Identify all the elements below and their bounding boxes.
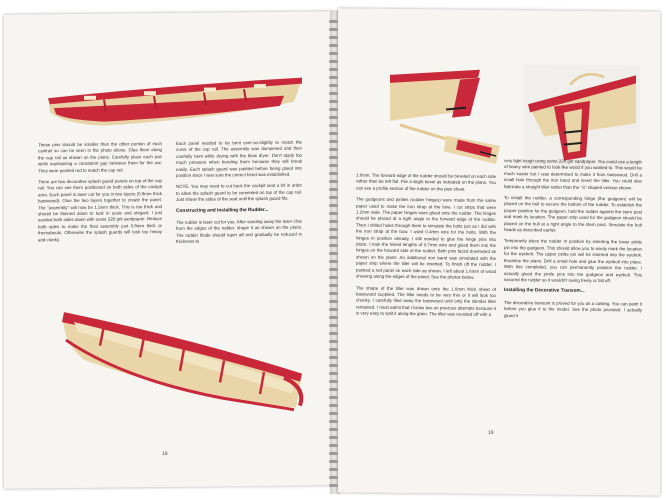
binding-coil bbox=[329, 52, 338, 55]
binding-coil bbox=[329, 268, 338, 271]
paragraph: The decorative transom is proved for you as a casting. You can paint it before you glue it to the model. See the photo provided. I actually glued it bbox=[504, 299, 642, 318]
left-column-2 bbox=[176, 140, 302, 251]
binding-coil bbox=[329, 36, 338, 39]
binding-coil bbox=[329, 444, 338, 447]
binding-coil bbox=[329, 84, 338, 87]
binding-coil bbox=[329, 412, 338, 415]
binding-coil bbox=[329, 476, 338, 479]
binding-coil bbox=[329, 116, 338, 119]
binding-coil bbox=[329, 420, 338, 423]
binding-coil bbox=[329, 236, 338, 239]
right-page bbox=[338, 8, 660, 495]
binding-coil bbox=[329, 428, 338, 431]
page-number: 18 bbox=[162, 450, 168, 458]
binding-coil bbox=[329, 220, 338, 223]
paragraph: Each panel needed to be bent ever-so-slightly to match the curve of the cap rail. The assembly was dampened and then carefully bent while drying with the blow dryer. Don't apply too much pressure when bending them because they will break easily. Each splash guard was painted before being glued into position since I was sure the correct bend was established. bbox=[176, 139, 302, 178]
binding-coil bbox=[329, 340, 338, 343]
binding-coil bbox=[329, 300, 338, 303]
binding-coil bbox=[329, 180, 338, 183]
binding-coil bbox=[329, 284, 338, 287]
binding-coil bbox=[329, 188, 338, 191]
binding-coil bbox=[329, 44, 338, 47]
binding-coil bbox=[329, 404, 338, 407]
binding-coil bbox=[329, 276, 338, 279]
paragraph: To install the rudder, a corresponding hinge (the gudgeon) will be placed on the hull to secure the bottom of the rudder. To establish the proper position for the gudgeon, hold the rudder against the stern post and mark its location. The paper strip used for the gudgeon should be placed on the hull at a right angle to the stern post. Simulate the bolt heads as described earlier. bbox=[504, 195, 642, 233]
rudder-photo-side bbox=[524, 64, 640, 169]
binding-coil bbox=[329, 212, 338, 215]
rudder-photo-stern bbox=[390, 65, 490, 126]
binding-coil bbox=[329, 68, 338, 71]
paragraph: The gudgeons and pintles (rudder hinges) were made from the same paper used to make the iron strap at the bow. I cut strips that were 1.2mm wide. The paper hinges were glued onto the rudder. The hinges should be placed at a right angle to the forward edge of the rudder. Then I drilled holes through them to simulate the bolts just as I did with the iron strap at the bow. I used 0.4mm wire for the bolts. With the hinges in position already, I still needed to glue the hinge pins into place. I took the tiniest lengths of 0.7mm wire and glued them into the hinges on the forward side of the rudder. Both pins faced downward as shown on the plans. An additional iron band was simulated with the paper strip where the tiller will be inserted. To finish off the rudder, I painted a red panel on each side as shown. I left about 1.6mm of wood showing along the edges of the panel. See the photos below. bbox=[356, 196, 496, 280]
binding-coil bbox=[329, 92, 338, 95]
binding-coil bbox=[329, 148, 338, 151]
binding-coil bbox=[329, 20, 338, 23]
boat-photo-top bbox=[44, 72, 306, 139]
binding-coil bbox=[329, 244, 338, 247]
binding-coil bbox=[329, 252, 338, 255]
binding-coil bbox=[329, 364, 338, 367]
binding-coil bbox=[329, 28, 338, 31]
binding-coil bbox=[329, 76, 338, 79]
binding-coil bbox=[329, 164, 338, 167]
paragraph: very light tough using some 220 grit sandpaper. You could use a length of heavy wire painted to look like wood if you wanted to. This would be much easier but I was determined to make it from basswood. Drill a small hole through the iron band and insert the tiller. You could also fabricate a straight tiller rather than the "S" shaped version shown. bbox=[504, 158, 642, 191]
paragraph: These pins should be smaller than the other portion of each cantrail so can be seen in the photo above. Glue them along the cap rail as shown on the plans. Carefully place each pair while maintaining a consistent gap between them for the oar. They were painted red to match the cap rail. bbox=[38, 141, 162, 173]
left-page bbox=[4, 11, 330, 488]
paragraph: Temporarily place the rudder in position by inserting the lower pintle pin into the gudgeon. This should allow you to easily mark the location for the eyebolt. The upper pintle pin will be inserted into the eyebolt. Examine the plans. Drill a small hole and glue the eyebolt into place. With this completed, you can permanently position the rudder. I actually glued the pintle pins into the gudgeon and eyebolt. This secured the rudder so it wouldn't swing freely or fall off. bbox=[504, 238, 642, 284]
right-column-2 bbox=[504, 158, 642, 325]
paragraph: There are two decorative splash guard panels on top of the cap rail. You can see them positioned on both sides of the cockpit area. Each panel is laser cut for you in two layers (0.8mm thick basswood). Glue the two layers together to create the panel. The "assembly" will now be 1.5mm thick. This is too thick and should be thinned down to look in scale and elegant. I just sanded both sides down with some 320 grit sandpaper. Reduce both sides to make the final assembly just 0.8mm thick or thereabouts. Otherwise the splash guards will look too heavy and clunky. bbox=[38, 178, 162, 243]
left-column-1 bbox=[38, 141, 162, 248]
binding-coil bbox=[329, 60, 338, 63]
boat-photo-bottom bbox=[44, 298, 306, 419]
binding-coil bbox=[329, 292, 338, 295]
binding-coil bbox=[329, 372, 338, 375]
binding-coil bbox=[329, 100, 338, 103]
paragraph: The shape of the tiller was drawn onto the 1.6mm thick sheet of basswood supplied. The tiller needs to be very thin or it will look too chunky. I carefully filed away the basswood until only the slender tiller remained. I must admit that I broke two on previous attempts because it is very easy to split it along the grain. The tiller was rounded off with a bbox=[356, 285, 496, 318]
binding-coil bbox=[329, 380, 338, 383]
binding-coil bbox=[329, 124, 338, 127]
binding-coil bbox=[329, 172, 338, 175]
paragraph: NOTE: You may need to cut back the cockpit seat a bit in order to allow the splash guard to be cemented on top of the cap rail. Just shave the sides of the seat until the splash guard fits. bbox=[176, 183, 302, 203]
binding-coil bbox=[329, 436, 338, 439]
binding-coil bbox=[329, 196, 338, 199]
section-heading: Installing the Decorative Transom... bbox=[504, 288, 585, 295]
binding-coil bbox=[329, 308, 338, 311]
right-column-1 bbox=[356, 173, 496, 324]
binding-coil bbox=[329, 468, 338, 471]
binding-coil bbox=[329, 348, 338, 351]
binding-coil bbox=[329, 396, 338, 399]
binding-coil bbox=[329, 484, 338, 487]
binding-coil bbox=[329, 332, 338, 335]
binding-coil bbox=[329, 316, 338, 319]
binding-coil bbox=[329, 228, 338, 231]
section-heading: Constructing and Installing the Rudder... bbox=[176, 207, 269, 214]
binding-coil bbox=[329, 452, 338, 455]
paragraph: The rudder is laser cut for you. After sanding away the laser char from the edges of the rudder, shape it as shown on the plans. The rudder blade should taper aft and gradually be reduced in thickness to bbox=[176, 218, 302, 245]
binding-coil bbox=[329, 356, 338, 359]
binding-coil bbox=[329, 260, 338, 263]
binding-coil bbox=[329, 132, 338, 135]
binding-coil bbox=[329, 324, 338, 327]
binding-coil bbox=[329, 140, 338, 143]
binding-coil bbox=[329, 108, 338, 111]
binding-coil bbox=[329, 388, 338, 391]
rudder-photo bbox=[396, 121, 506, 168]
binding-coil bbox=[329, 460, 338, 463]
paragraph: 1.6mm. The forward edge of the rudder should be beveled on each side rather than be left flat. File a slight bevel as indicated on the plans. You can see a profile section of the rudder on the plan sheet. bbox=[356, 172, 496, 192]
binding-coil bbox=[329, 156, 338, 159]
page-number: 19 bbox=[488, 429, 494, 436]
binding-coil bbox=[329, 204, 338, 207]
